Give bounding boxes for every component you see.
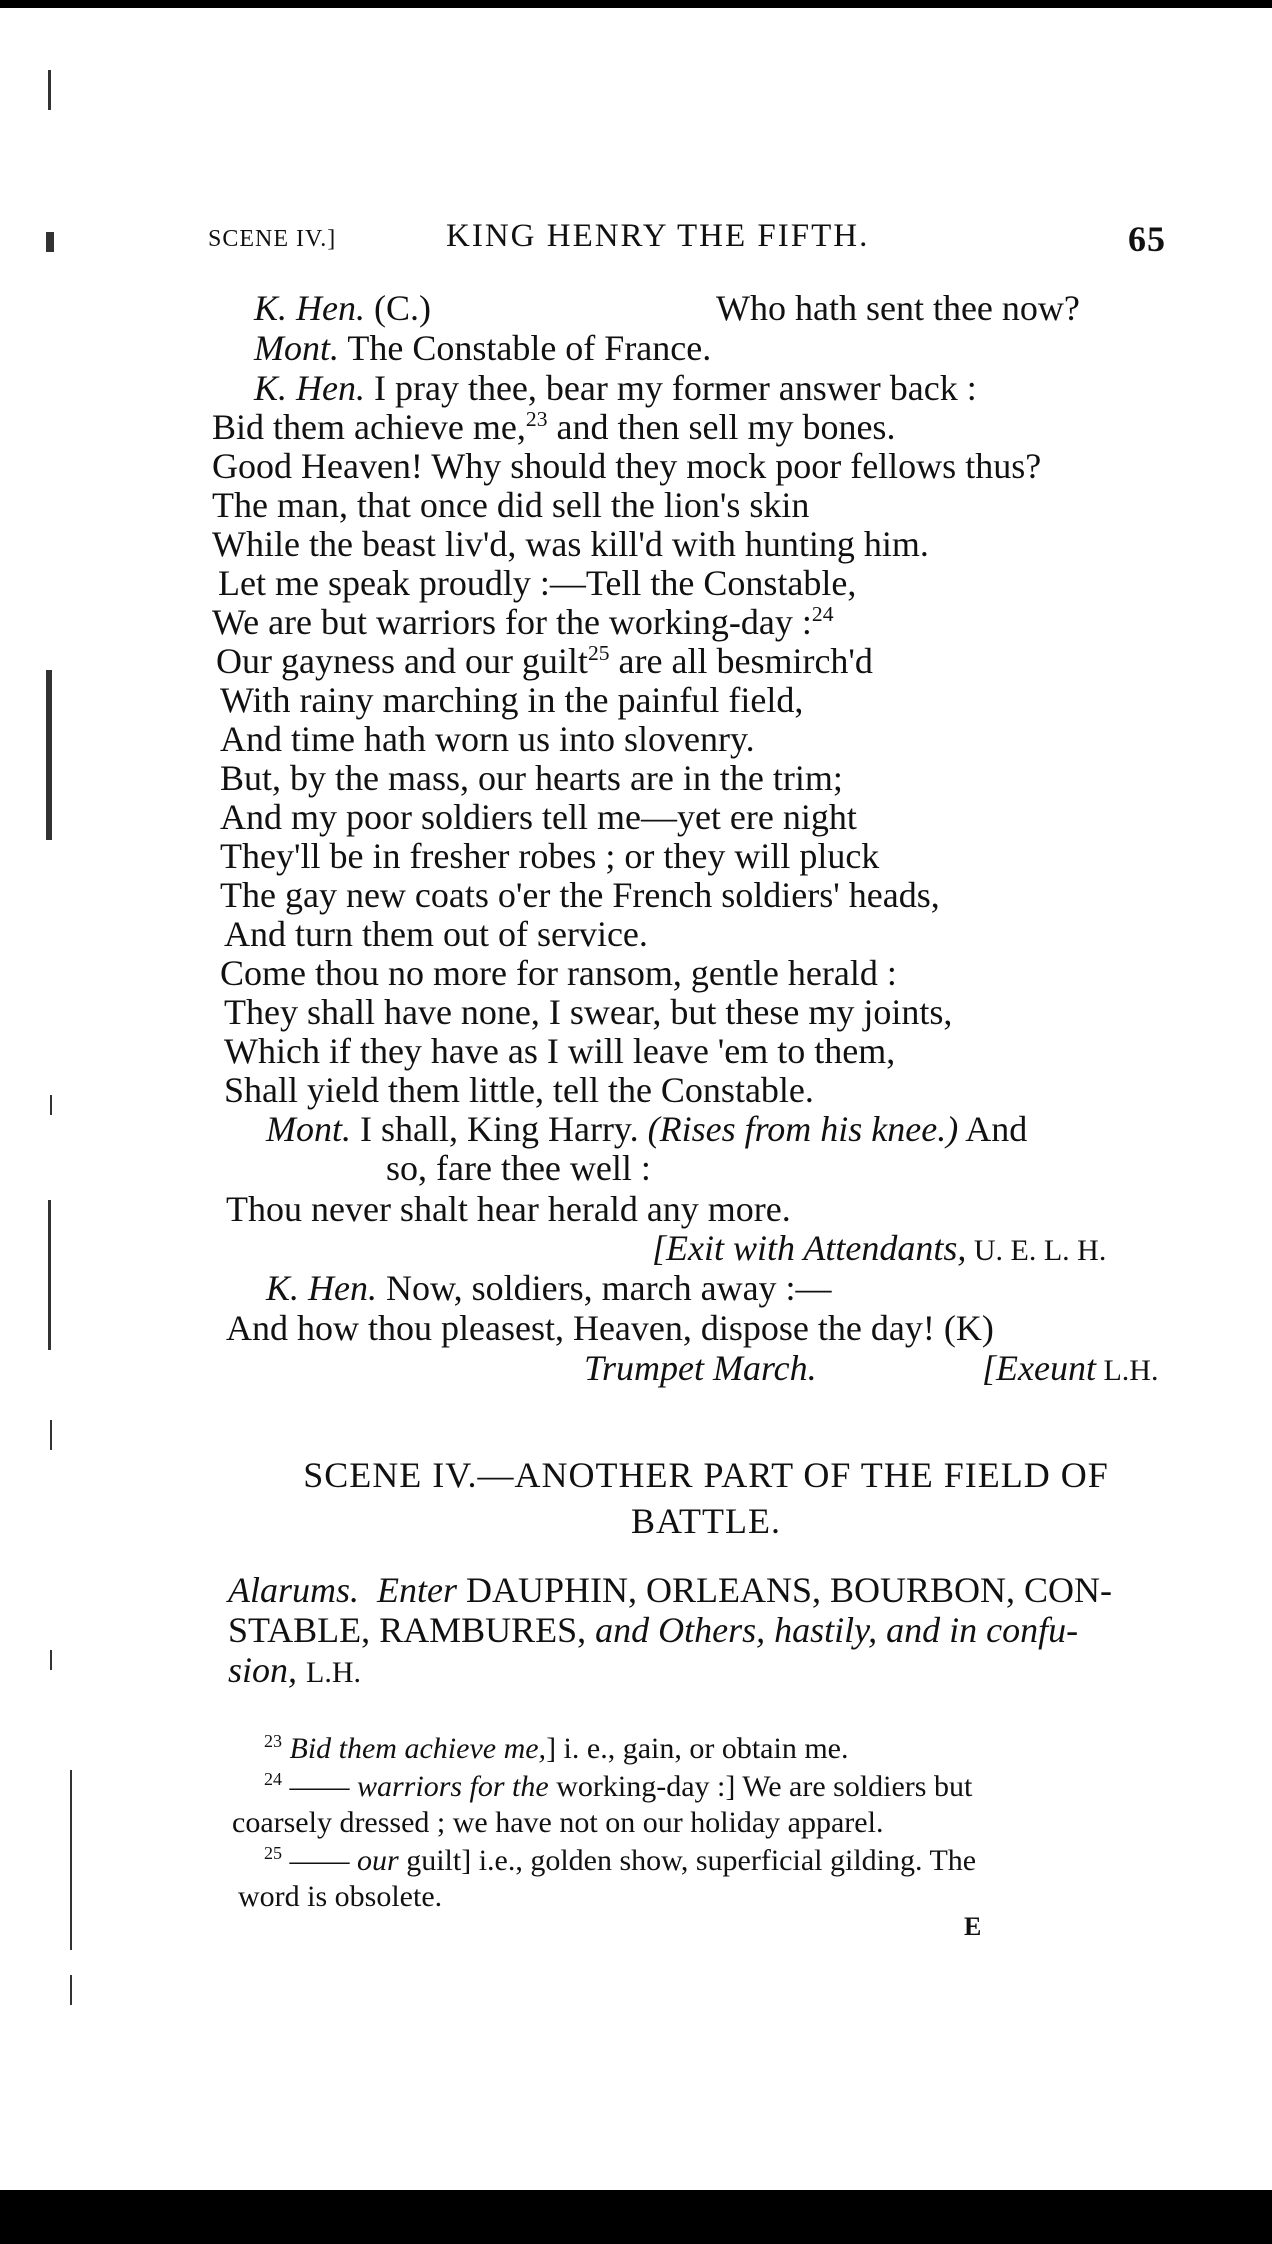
page-number: 65 <box>1128 219 1166 259</box>
binding-margin <box>36 0 86 2244</box>
footnote <box>264 1732 848 1766</box>
line-text: We are but warriors for the working-day : <box>212 602 812 642</box>
scene-heading-line <box>226 1452 1186 1498</box>
exeunt-direction <box>982 1348 1158 1391</box>
footnote-lemma: Bid them achieve me, <box>289 1732 547 1765</box>
speaker: Mont. <box>266 1109 351 1149</box>
verse-line <box>212 602 833 642</box>
printer-signature-mark: E <box>964 1912 982 1941</box>
line-text: Our gayness and our guilt <box>216 641 588 681</box>
verse-line <box>266 1109 1027 1149</box>
line-text: Bid them achieve me, <box>212 407 526 447</box>
exit-direction <box>652 1228 1106 1271</box>
stage-direction-line <box>584 1348 817 1388</box>
footnote-continuation: coarsely dressed ; we have not on our holiday apparel. <box>232 1806 884 1839</box>
line-text: I pray thee, bear my former answer back : <box>374 368 977 408</box>
line-text: Now, soldiers, march away :— <box>386 1268 832 1308</box>
footnote-continuation: word is obsolete. <box>238 1880 443 1913</box>
footnote-ref: 23 <box>525 407 548 431</box>
footnote-gloss: ] i. e., gain, or obtain me. <box>546 1732 849 1765</box>
footnote-ref: 25 <box>587 641 610 665</box>
character-names: STABLE, RAMBURES, <box>228 1610 587 1650</box>
footnote-number: 23 <box>264 1731 282 1751</box>
verse-line <box>254 288 431 328</box>
footnote-lemma: our <box>357 1844 399 1877</box>
scene-heading-line: BATTLE. <box>631 1501 781 1541</box>
stage-direction: [Exit with Attendants, <box>652 1228 967 1268</box>
line-text: are all besmirch'd <box>609 641 873 681</box>
stage-direction: Trumpet March. <box>584 1348 817 1388</box>
running-head-title: KING HENRY THE FIFTH. <box>446 218 870 254</box>
verse-line: Which if they have as I will leave 'em to them, <box>224 1031 896 1071</box>
speaker: K. Hen. <box>254 288 365 328</box>
scene-title: —ANOTHER PART OF THE FIELD OF <box>477 1455 1109 1495</box>
footnote-lemma: warriors for the <box>357 1770 549 1803</box>
bottom-border <box>0 2190 1272 2244</box>
line-text: (C.) <box>374 288 431 328</box>
verse-line <box>212 407 895 447</box>
verse-line-right: Who hath sent thee now? <box>716 288 1080 328</box>
verse-line <box>216 641 873 681</box>
stage-position: L.H. <box>306 1656 362 1689</box>
verse-line <box>266 1268 832 1308</box>
stage-direction: [Exeunt <box>982 1348 1096 1388</box>
verse-line: And my poor soldiers tell me—yet ere night <box>220 797 857 837</box>
footnote-gloss: We are soldiers but <box>735 1770 973 1803</box>
line-text: The Constable of France. <box>347 328 712 368</box>
speaker: Mont. <box>254 328 339 368</box>
verse-line <box>254 368 977 408</box>
verse-line: The man, that once did sell the lion's skin <box>212 485 810 525</box>
footnote-dash: —— <box>289 1844 350 1877</box>
entrance-line <box>228 1610 1188 1650</box>
stage-direction: (Rises from his knee.) <box>647 1109 959 1149</box>
entrance-line <box>228 1570 1188 1610</box>
alarums: Alarums. <box>228 1570 360 1610</box>
verse-line: Good Heaven! Why should they mock poor fellows thus? <box>212 446 1042 486</box>
footnote <box>264 1770 972 1804</box>
verse-line <box>254 328 711 368</box>
speaker: K. Hen. <box>254 368 365 408</box>
footnote-number: 24 <box>264 1769 282 1789</box>
speaker: K. Hen. <box>266 1268 377 1308</box>
scene-label: SCENE IV. <box>303 1455 478 1495</box>
verse-line: Shall yield them little, tell the Constable. <box>224 1070 814 1110</box>
verse-line: so, fare thee well : <box>386 1148 651 1188</box>
footnote-dash: —— <box>289 1770 350 1803</box>
direction-text: sion, <box>228 1650 298 1690</box>
footnote <box>264 1844 976 1878</box>
stage-position: L.H. <box>1095 1354 1159 1387</box>
verse-line: And time hath worn us into slovenry. <box>220 719 755 759</box>
running-head-scene: SCENE IV.] <box>208 226 337 252</box>
entrance-direction <box>228 1570 1188 1693</box>
verse-line: The gay new coats o'er the French soldiers' heads, <box>220 875 940 915</box>
entrance-line <box>228 1650 1188 1693</box>
footnote-lemma-rest: guilt] <box>398 1844 472 1877</box>
footnote-lemma-rest: working-day :] <box>548 1770 736 1803</box>
line-text: I shall, King Harry. <box>360 1109 639 1149</box>
verse-line: But, by the mass, our hearts are in the trim; <box>220 758 843 798</box>
verse-line: Let me speak proudly :—Tell the Constable, <box>218 563 857 603</box>
stage-position: U. E. L. H. <box>966 1234 1107 1267</box>
verse-line: And turn them out of service. <box>224 914 648 954</box>
line-text: And <box>958 1109 1028 1149</box>
top-border <box>0 0 1272 8</box>
verse-line: Thou never shalt hear herald any more. <box>226 1189 791 1229</box>
scene-heading <box>226 1452 1186 1544</box>
verse-line: They shall have none, I swear, but these my joints, <box>224 992 953 1032</box>
verse-line: They'll be in fresher robes ; or they will pluck <box>220 836 880 876</box>
character-names: DAUPHIN, ORLEANS, BOURBON, CON- <box>466 1570 1113 1610</box>
direction-text: and Others, hastily, and in confu- <box>595 1610 1079 1650</box>
verse-line: While the beast liv'd, was kill'd with hunting him. <box>212 524 929 564</box>
footnote-number: 25 <box>264 1843 282 1863</box>
verse-line: Come thou no more for ransom, gentle herald : <box>220 953 897 993</box>
enter: Enter <box>377 1570 457 1610</box>
verse-line: With rainy marching in the painful field, <box>220 680 804 720</box>
footnote-ref: 24 <box>811 602 834 626</box>
line-text: and then sell my bones. <box>547 407 896 447</box>
footnote-gloss: i.e., golden show, superficial gilding. The <box>471 1844 977 1877</box>
verse-line: And how thou pleasest, Heaven, dispose the day! (K) <box>226 1308 994 1348</box>
